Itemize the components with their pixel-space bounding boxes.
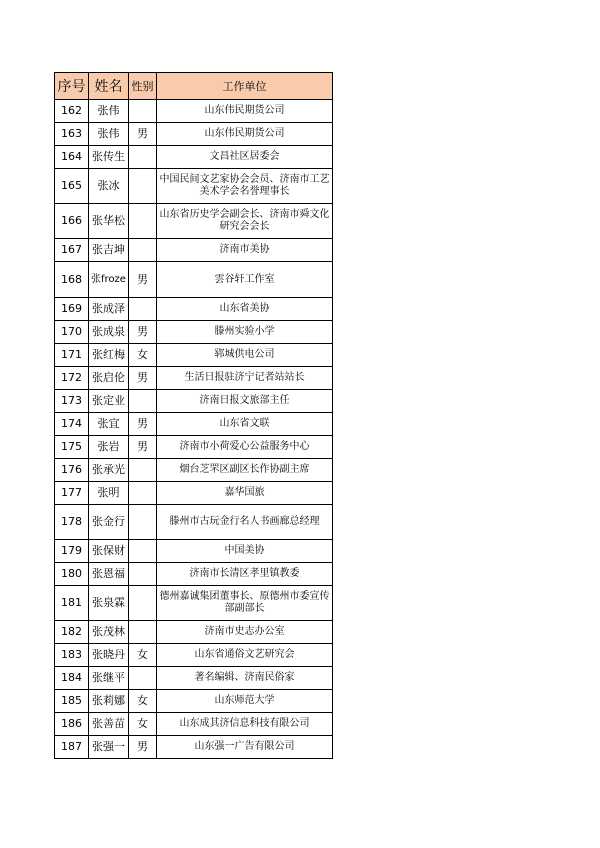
cell-no: 182 [55,621,89,644]
cell-unit: 山东省美协 [157,298,333,321]
cell-no: 186 [55,713,89,736]
table-row [55,204,333,239]
cell-gender [129,298,157,321]
table-row [55,239,333,262]
table-row [55,690,333,713]
cell-gender [129,505,157,540]
cell-gender: 男 [129,736,157,759]
cell-unit: 文昌社区居委会 [157,146,333,169]
cell-no: 181 [55,586,89,621]
cell-no: 170 [55,321,89,344]
cell-no: 164 [55,146,89,169]
cell-name: 张晓丹 [89,644,129,667]
cell-no: 168 [55,262,89,298]
cell-no: 180 [55,563,89,586]
cell-no: 179 [55,540,89,563]
cell-unit: 郓城供电公司 [157,344,333,367]
cell-gender [129,667,157,690]
cell-gender: 女 [129,690,157,713]
cell-no: 187 [55,736,89,759]
cell-name: 张承光 [89,459,129,482]
cell-name: 张成泉 [89,321,129,344]
table-row [55,563,333,586]
cell-gender [129,540,157,563]
table-row [55,413,333,436]
cell-name: 张泉霖 [89,586,129,621]
cell-no: 163 [55,123,89,146]
table-row [55,586,333,621]
cell-no: 162 [55,100,89,123]
header-row [55,73,333,100]
header-unit: 工作单位 [157,73,333,100]
cell-gender [129,169,157,204]
table-row [55,436,333,459]
cell-no: 184 [55,667,89,690]
table-row [55,146,333,169]
cell-gender [129,204,157,239]
cell-name: 张吉坤 [89,239,129,262]
table-row [55,482,333,505]
cell-unit: 中国美协 [157,540,333,563]
table-row [55,644,333,667]
cell-unit: 滕州市古玩金行名人书画廊总经理 [157,505,333,540]
table-row [55,505,333,540]
cell-gender: 女 [129,713,157,736]
cell-name: 张保财 [89,540,129,563]
cell-unit: 烟台芝罘区副区长作协副主席 [157,459,333,482]
cell-gender: 女 [129,344,157,367]
cell-name: 张莉娜 [89,690,129,713]
cell-gender: 男 [129,436,157,459]
cell-unit: 嘉华国旅 [157,482,333,505]
table-row [55,298,333,321]
table-row [55,736,333,759]
cell-no: 173 [55,390,89,413]
cell-name: 张伟 [89,123,129,146]
cell-gender: 男 [129,262,157,298]
cell-name: 张明 [89,482,129,505]
roster-table [54,72,333,759]
cell-no: 177 [55,482,89,505]
cell-no: 165 [55,169,89,204]
cell-gender [129,482,157,505]
cell-no: 178 [55,505,89,540]
cell-no: 166 [55,204,89,239]
cell-gender: 男 [129,413,157,436]
cell-name: 张岩 [89,436,129,459]
table-row [55,100,333,123]
cell-name: 张启伦 [89,367,129,390]
cell-unit: 德州嘉诚集团董事长、原德州市委宣传部副部长 [157,586,333,621]
cell-name: 张froze [89,262,129,298]
cell-no: 185 [55,690,89,713]
cell-unit: 济南市小荷爱心公益服务中心 [157,436,333,459]
header-no: 序号 [55,73,89,100]
cell-gender: 女 [129,644,157,667]
cell-unit: 山东省历史学会副会长、济南市舜文化研究会会长 [157,204,333,239]
cell-name: 张宜 [89,413,129,436]
cell-unit: 山东伟民期货公司 [157,100,333,123]
cell-unit: 生活日报驻济宁记者站站长 [157,367,333,390]
cell-name: 张传生 [89,146,129,169]
cell-unit: 山东师范大学 [157,690,333,713]
cell-no: 174 [55,413,89,436]
cell-no: 176 [55,459,89,482]
cell-gender: 男 [129,123,157,146]
cell-name: 张继平 [89,667,129,690]
cell-unit: 山东成其济信息科技有限公司 [157,713,333,736]
table-row [55,367,333,390]
cell-unit: 著名编辑、济南民俗家 [157,667,333,690]
table-row [55,713,333,736]
cell-no: 183 [55,644,89,667]
cell-name: 张金行 [89,505,129,540]
cell-gender [129,100,157,123]
cell-unit: 济南市史志办公室 [157,621,333,644]
cell-unit: 山东省通俗文艺研究会 [157,644,333,667]
cell-name: 张冰 [89,169,129,204]
table-row [55,123,333,146]
cell-no: 167 [55,239,89,262]
cell-gender [129,239,157,262]
cell-no: 172 [55,367,89,390]
table-row [55,459,333,482]
cell-unit: 济南日报文旅部主任 [157,390,333,413]
cell-unit: 滕州实验小学 [157,321,333,344]
cell-unit: 雲谷轩工作室 [157,262,333,298]
cell-name: 张红梅 [89,344,129,367]
cell-unit: 山东省文联 [157,413,333,436]
cell-gender [129,586,157,621]
cell-name: 张善苗 [89,713,129,736]
table-row [55,169,333,204]
cell-gender [129,563,157,586]
cell-gender [129,390,157,413]
cell-unit: 中国民间文艺家协会会员、济南市工艺美术学会名誉理事长 [157,169,333,204]
cell-no: 169 [55,298,89,321]
cell-name: 张恩福 [89,563,129,586]
table-row [55,540,333,563]
cell-gender: 男 [129,367,157,390]
cell-unit: 山东强一广告有限公司 [157,736,333,759]
table-row [55,621,333,644]
cell-name: 张伟 [89,100,129,123]
cell-name: 张茂林 [89,621,129,644]
cell-name: 张定业 [89,390,129,413]
cell-gender [129,146,157,169]
table-row [55,262,333,298]
cell-no: 171 [55,344,89,367]
cell-unit: 济南市美协 [157,239,333,262]
header-name: 姓名 [89,73,129,100]
cell-gender: 男 [129,321,157,344]
cell-name: 张强一 [89,736,129,759]
header-gender: 性别 [129,73,157,100]
cell-name: 张成泽 [89,298,129,321]
table-row [55,390,333,413]
cell-name: 张华松 [89,204,129,239]
cell-unit: 山东伟民期货公司 [157,123,333,146]
cell-gender [129,459,157,482]
table-row [55,344,333,367]
cell-no: 175 [55,436,89,459]
cell-unit: 济南市长清区孝里镇教委 [157,563,333,586]
table-row [55,667,333,690]
cell-gender [129,621,157,644]
table-row [55,321,333,344]
